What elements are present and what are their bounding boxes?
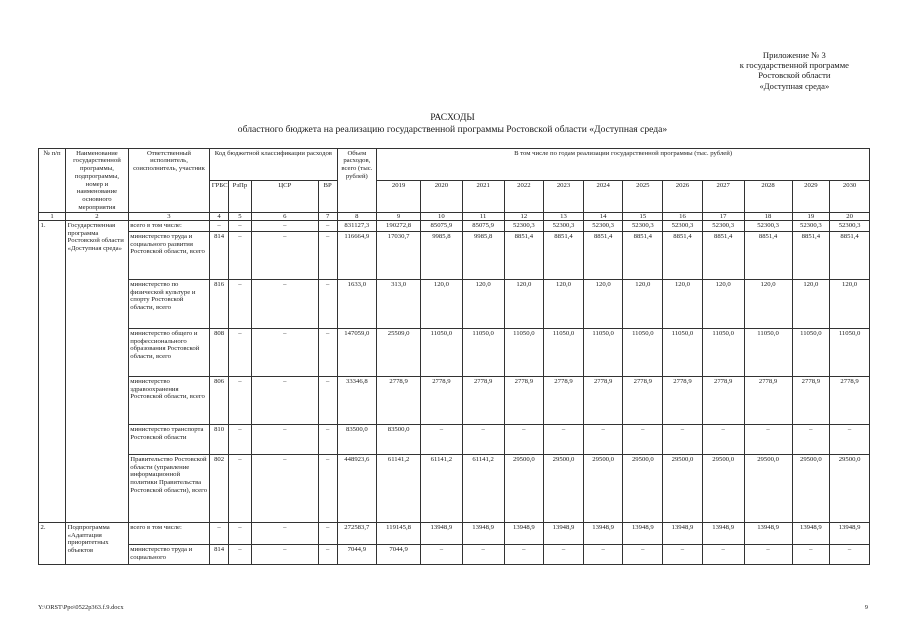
year-amount: 120,0 [544, 280, 584, 329]
year-amount: – [421, 545, 463, 565]
header-year: 2020 [421, 181, 463, 213]
year-amount: 120,0 [744, 280, 792, 329]
year-amount: 29500,0 [663, 455, 703, 523]
table-row [39, 523, 870, 545]
rzpr-code: – [228, 425, 251, 455]
year-amount: 11050,0 [462, 329, 504, 377]
header-year: 2019 [377, 181, 421, 213]
year-amount: – [583, 425, 623, 455]
year-amount: 8851,4 [792, 232, 830, 280]
grbs-code: 806 [210, 377, 229, 425]
column-number-cell: 10 [421, 213, 463, 221]
header-year: 2028 [744, 181, 792, 213]
year-amount: 120,0 [623, 280, 663, 329]
year-amount: 52300,3 [792, 221, 830, 232]
year-amount: 52300,3 [583, 221, 623, 232]
year-amount: – [623, 545, 663, 565]
year-amount: 29500,0 [544, 455, 584, 523]
responsible-executor: министерство труда и социального развития Ростовской области, всего [128, 232, 209, 280]
year-amount: 11050,0 [702, 329, 744, 377]
year-amount: 11050,0 [583, 329, 623, 377]
year-amount: 83500,0 [377, 425, 421, 455]
total-amount: 831127,3 [337, 221, 377, 232]
csr-code: – [251, 523, 318, 545]
footer-path: Y:\ORST\Ppo\0522p363.f.9.docx [38, 604, 124, 611]
column-number-cell: 4 [210, 213, 229, 221]
year-amount: 119145,8 [377, 523, 421, 545]
year-amount: – [462, 545, 504, 565]
year-amount: 13948,9 [663, 523, 703, 545]
year-amount: 11050,0 [744, 329, 792, 377]
table-row [39, 425, 870, 455]
year-amount: 29500,0 [583, 455, 623, 523]
year-amount: 13948,9 [504, 523, 544, 545]
year-amount: 190272,8 [377, 221, 421, 232]
column-number-cell: 3 [128, 213, 209, 221]
table-row [39, 329, 870, 377]
csr-code: – [251, 545, 318, 565]
budget-table [38, 148, 870, 565]
year-amount: 11050,0 [830, 329, 870, 377]
table-row [39, 280, 870, 329]
year-amount: 13948,9 [702, 523, 744, 545]
header-year: 2022 [504, 181, 544, 213]
year-amount: 2778,9 [421, 377, 463, 425]
year-amount: 2778,9 [583, 377, 623, 425]
year-amount: 52300,3 [663, 221, 703, 232]
year-amount: 9985,8 [462, 232, 504, 280]
year-amount: 8851,4 [830, 232, 870, 280]
grbs-code: 810 [210, 425, 229, 455]
year-amount: – [792, 425, 830, 455]
year-amount: 11050,0 [623, 329, 663, 377]
year-amount: 2778,9 [744, 377, 792, 425]
year-amount: – [544, 545, 584, 565]
vr-code: – [318, 329, 337, 377]
table-body [39, 149, 870, 565]
year-amount: – [623, 425, 663, 455]
header-csr: ЦСР [251, 181, 318, 213]
column-number-cell: 7 [318, 213, 337, 221]
year-amount: 85075,9 [462, 221, 504, 232]
year-amount: – [830, 425, 870, 455]
year-amount: 2778,9 [462, 377, 504, 425]
year-amount: 52300,3 [623, 221, 663, 232]
responsible-executor: министерство транспорта Ростовской области [128, 425, 209, 455]
column-number-row [39, 213, 870, 221]
year-amount: 11050,0 [663, 329, 703, 377]
program-name: Государственная программа Ростовской области «Доступная среда» [66, 221, 129, 523]
column-number-cell: 14 [583, 213, 623, 221]
appendix-line: Ростовской области [758, 70, 831, 81]
year-amount: – [792, 545, 830, 565]
responsible-executor: министерство здравоохранения Ростовской области, всего [128, 377, 209, 425]
column-number-cell: 19 [792, 213, 830, 221]
table-row [39, 377, 870, 425]
column-number-cell: 16 [663, 213, 703, 221]
year-amount: 2778,9 [623, 377, 663, 425]
rzpr-code: – [228, 232, 251, 280]
total-amount: 448923,6 [337, 455, 377, 523]
year-amount: 11050,0 [421, 329, 463, 377]
year-amount: – [583, 545, 623, 565]
year-amount: – [830, 545, 870, 565]
year-amount: 2778,9 [377, 377, 421, 425]
title-heading: РАСХОДЫ [430, 112, 475, 123]
header-responsible: Ответственный исполнитель, соисполнитель, участник [128, 149, 209, 213]
table-row [39, 232, 870, 280]
csr-code: – [251, 455, 318, 523]
header-years-group: В том числе по годам реализации государственной программы (тыс. рублей) [377, 149, 870, 181]
header-year: 2030 [830, 181, 870, 213]
column-number-cell: 15 [623, 213, 663, 221]
year-amount: 2778,9 [504, 377, 544, 425]
header-code-group: Код бюджетной классификации расходов [210, 149, 337, 181]
column-number-cell: 20 [830, 213, 870, 221]
total-amount: 7044,9 [337, 545, 377, 565]
document-title [0, 112, 905, 135]
vr-code: – [318, 280, 337, 329]
responsible-executor: всего в том числе: [128, 523, 209, 545]
grbs-code: 808 [210, 329, 229, 377]
csr-code: – [251, 232, 318, 280]
header-year: 2026 [663, 181, 703, 213]
total-amount: 147059,0 [337, 329, 377, 377]
year-amount: 120,0 [792, 280, 830, 329]
year-amount: 8851,4 [744, 232, 792, 280]
csr-code: – [251, 280, 318, 329]
table-row [39, 455, 870, 523]
title-subheading: областного бюджета на реализацию государственной программы Ростовской области «Доступная среда» [237, 123, 668, 135]
rzpr-code: – [228, 329, 251, 377]
vr-code: – [318, 425, 337, 455]
table-row [39, 221, 870, 232]
column-number-cell: 11 [462, 213, 504, 221]
year-amount: – [702, 545, 744, 565]
year-amount: – [744, 545, 792, 565]
responsible-executor: министерство по физической культуре и спорту Ростовской области, всего [128, 280, 209, 329]
column-number-cell: 18 [744, 213, 792, 221]
year-amount: 120,0 [462, 280, 504, 329]
column-number-cell: 2 [66, 213, 129, 221]
column-number-cell: 6 [251, 213, 318, 221]
total-amount: 33346,8 [337, 377, 377, 425]
year-amount: 13948,9 [462, 523, 504, 545]
year-amount: 17030,7 [377, 232, 421, 280]
grbs-code: – [210, 523, 229, 545]
year-amount: 29500,0 [504, 455, 544, 523]
year-amount: 52300,3 [544, 221, 584, 232]
year-amount: 120,0 [583, 280, 623, 329]
header-year: 2023 [544, 181, 584, 213]
appendix-line: «Доступная среда» [759, 80, 830, 91]
csr-code: – [251, 221, 318, 232]
year-amount: 2778,9 [663, 377, 703, 425]
header-grbs: ГРБС [210, 181, 229, 213]
year-amount: 52300,3 [830, 221, 870, 232]
year-amount: 29500,0 [623, 455, 663, 523]
year-amount: – [504, 425, 544, 455]
column-number-cell: 5 [228, 213, 251, 221]
year-amount: 29500,0 [830, 455, 870, 523]
grbs-code: 814 [210, 232, 229, 280]
year-amount: 85075,9 [421, 221, 463, 232]
year-amount: 52300,3 [504, 221, 544, 232]
year-amount: – [663, 545, 703, 565]
year-amount: 8851,4 [504, 232, 544, 280]
vr-code: – [318, 377, 337, 425]
year-amount: – [702, 425, 744, 455]
year-amount: – [504, 545, 544, 565]
year-amount: 2778,9 [702, 377, 744, 425]
vr-code: – [318, 221, 337, 232]
appendix-line: Приложение № 3 [762, 50, 826, 60]
year-amount: 120,0 [702, 280, 744, 329]
total-amount: 1633,0 [337, 280, 377, 329]
year-amount: 120,0 [421, 280, 463, 329]
grbs-code: 814 [210, 545, 229, 565]
year-amount: – [663, 425, 703, 455]
year-amount: 52300,3 [702, 221, 744, 232]
table-row [39, 545, 870, 565]
year-amount: 52300,3 [744, 221, 792, 232]
csr-code: – [251, 329, 318, 377]
appendix-note [740, 50, 849, 91]
year-amount: 25509,0 [377, 329, 421, 377]
responsible-executor: Правительство Ростовской области (управление информационной политики Правительства Ростовской области), всего [128, 455, 209, 523]
vr-code: – [318, 232, 337, 280]
csr-code: – [251, 377, 318, 425]
year-amount: 2778,9 [830, 377, 870, 425]
rzpr-code: – [228, 377, 251, 425]
rzpr-code: – [228, 523, 251, 545]
header-year: 2021 [462, 181, 504, 213]
vr-code: – [318, 523, 337, 545]
column-number-cell: 17 [702, 213, 744, 221]
year-amount: 13948,9 [583, 523, 623, 545]
vr-code: – [318, 545, 337, 565]
year-amount: 8851,4 [544, 232, 584, 280]
header-total: Объем расходов, всего (тыс. рублей) [337, 149, 377, 213]
grbs-code: – [210, 221, 229, 232]
header-year: 2025 [623, 181, 663, 213]
year-amount: 61141,2 [462, 455, 504, 523]
total-amount: 272583,7 [337, 523, 377, 545]
year-amount: 2778,9 [544, 377, 584, 425]
header-year: 2029 [792, 181, 830, 213]
year-amount: 13948,9 [544, 523, 584, 545]
year-amount: 120,0 [830, 280, 870, 329]
page-number: 9 [864, 604, 868, 611]
year-amount: 8851,4 [702, 232, 744, 280]
header-name: Наименование государственной программы, подпрограммы, номер и наименование основного мероприятия [66, 149, 129, 213]
responsible-executor: министерство общего и профессионального образования Ростовской области, всего [128, 329, 209, 377]
year-amount: 8851,4 [583, 232, 623, 280]
rzpr-code: – [228, 545, 251, 565]
responsible-executor: министерство труда и социального [128, 545, 209, 565]
header-year: 2027 [702, 181, 744, 213]
year-amount: 11050,0 [504, 329, 544, 377]
year-amount: 7044,9 [377, 545, 421, 565]
year-amount: 13948,9 [792, 523, 830, 545]
year-amount: – [744, 425, 792, 455]
header-num: № п/п [39, 149, 66, 213]
year-amount: 8851,4 [623, 232, 663, 280]
header-year: 2024 [583, 181, 623, 213]
column-number-cell: 9 [377, 213, 421, 221]
program-name: Подпрограмма «Адаптация приоритетных объектов [66, 523, 129, 565]
year-amount: 8851,4 [663, 232, 703, 280]
grbs-code: 816 [210, 280, 229, 329]
row-number: 1. [39, 221, 66, 523]
rzpr-code: – [228, 221, 251, 232]
year-amount: 29500,0 [744, 455, 792, 523]
year-amount: 13948,9 [830, 523, 870, 545]
year-amount: 61141,2 [421, 455, 463, 523]
year-amount: – [421, 425, 463, 455]
year-amount: 313,0 [377, 280, 421, 329]
year-amount: 13948,9 [623, 523, 663, 545]
appendix-line: к государственной программе [739, 60, 849, 71]
year-amount: 13948,9 [744, 523, 792, 545]
year-amount: 120,0 [663, 280, 703, 329]
year-amount: 120,0 [504, 280, 544, 329]
year-amount: – [544, 425, 584, 455]
year-amount: 13948,9 [421, 523, 463, 545]
year-amount: 29500,0 [792, 455, 830, 523]
rzpr-code: – [228, 280, 251, 329]
year-amount: 11050,0 [544, 329, 584, 377]
year-amount: 2778,9 [792, 377, 830, 425]
year-amount: 9985,8 [421, 232, 463, 280]
year-amount: 61141,2 [377, 455, 421, 523]
column-number-cell: 1 [39, 213, 66, 221]
rzpr-code: – [228, 455, 251, 523]
row-number: 2. [39, 523, 66, 565]
total-amount: 83500,0 [337, 425, 377, 455]
header-rzpr: РзПр [228, 181, 251, 213]
total-amount: 116664,9 [337, 232, 377, 280]
column-number-cell: 13 [544, 213, 584, 221]
csr-code: – [251, 425, 318, 455]
header-vr: ВР [318, 181, 337, 213]
header-row [39, 149, 870, 181]
responsible-executor: всего в том числе: [128, 221, 209, 232]
year-amount: 29500,0 [702, 455, 744, 523]
year-amount: 11050,0 [792, 329, 830, 377]
vr-code: – [318, 455, 337, 523]
column-number-cell: 12 [504, 213, 544, 221]
column-number-cell: 8 [337, 213, 377, 221]
year-amount: – [462, 425, 504, 455]
grbs-code: 802 [210, 455, 229, 523]
